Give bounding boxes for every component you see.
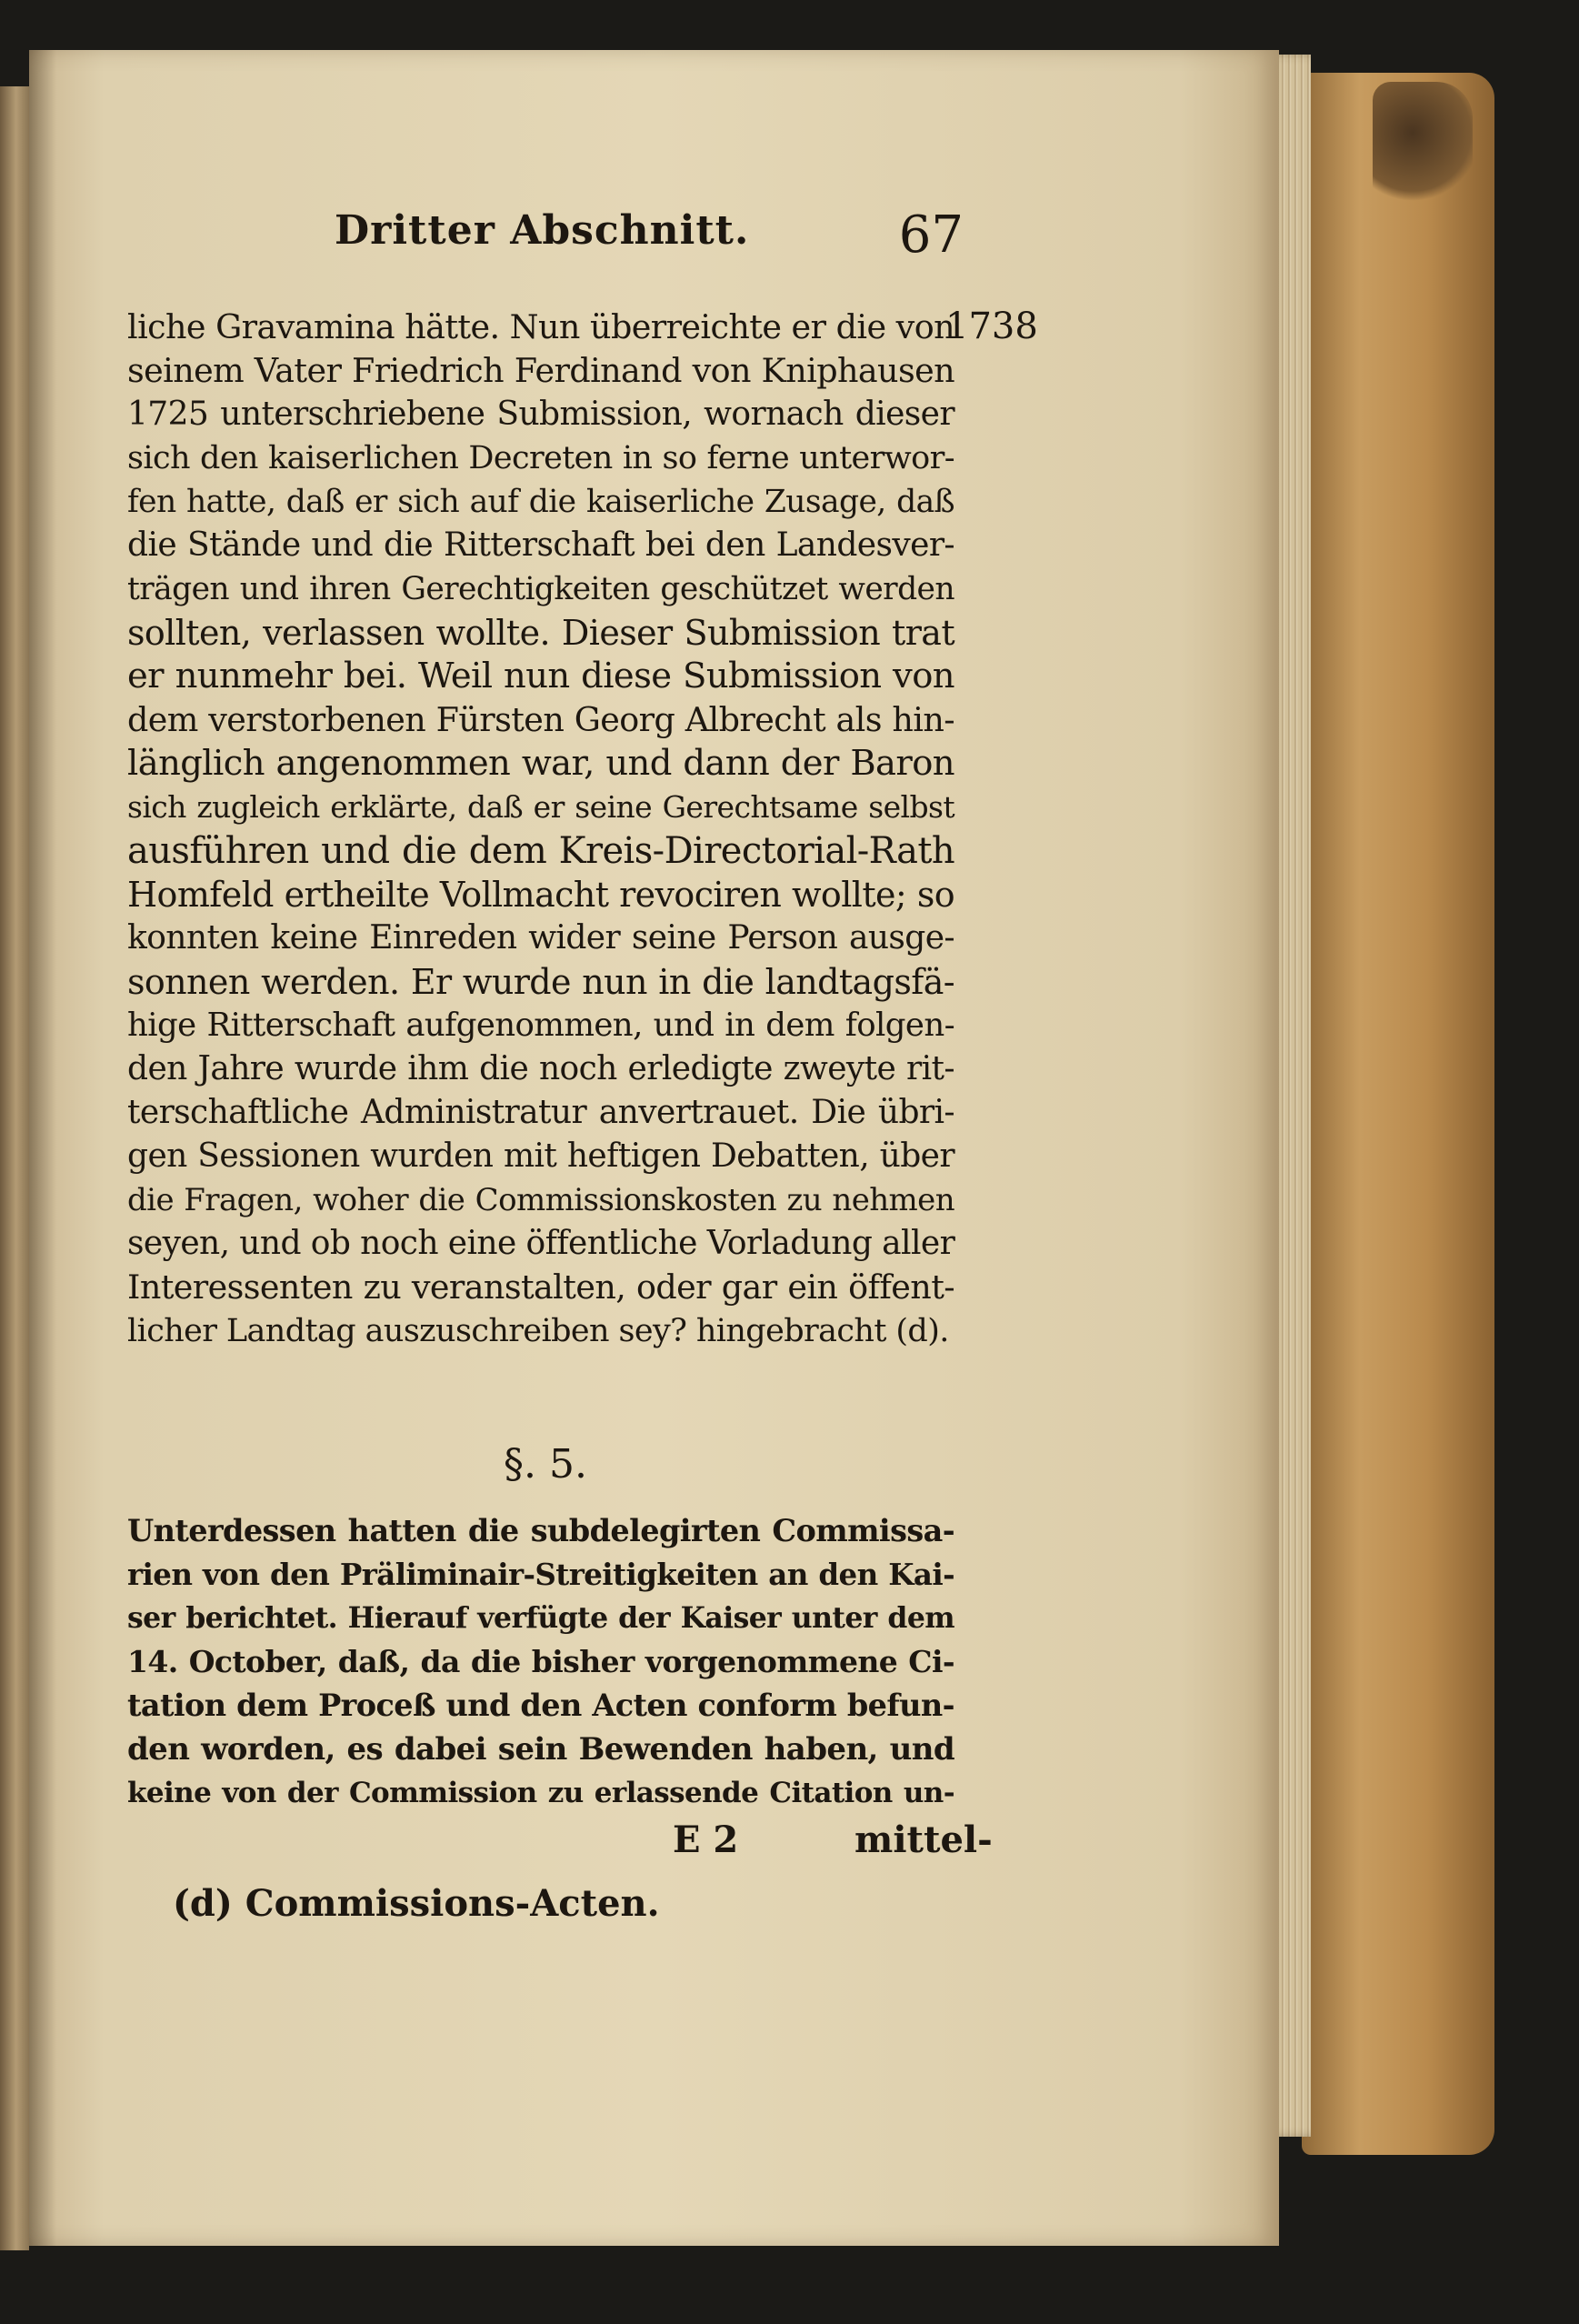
text-line: terschaftliche Administratur anvertrauet. Die übri- xyxy=(127,1094,954,1131)
signature-mark: E 2 xyxy=(673,1818,739,1861)
section-text-line: tation dem Proceß und den Acten conform befun- xyxy=(127,1688,954,1723)
text-line: liche Gravamina hätte. Nun überreichte er die von xyxy=(127,307,954,346)
text-line: sich zugleich erklärte, daß er seine Gerechtsame selbst xyxy=(127,789,954,825)
text-line: 1725 unterschriebene Submission, wornach dieser xyxy=(127,396,954,433)
text-line: seyen, und ob noch eine öffentliche Vorladung aller xyxy=(127,1225,955,1262)
text-line: hige Ritterschaft aufgenommen, und in dem folgen- xyxy=(127,1007,954,1044)
text-line: seinem Vater Friedrich Ferdinand von Kniphausen xyxy=(127,351,954,390)
text-line: dem verstorbenen Fürsten Georg Albrecht als hin- xyxy=(127,700,954,739)
text-line: Homfeld ertheilte Vollmacht revociren wollte; so xyxy=(127,875,954,915)
text-line: fen hatte, daß er sich auf die kaiserliche Zusage, daß xyxy=(127,484,954,520)
section-text-line: rien von den Präliminair-Streitigkeiten an den Kai- xyxy=(127,1557,954,1592)
text-line: ausführen und die dem Kreis-Directorial-Rath xyxy=(127,830,954,872)
text-line: er nunmehr bei. Weil nun diese Submission von xyxy=(127,656,954,696)
section-text-line: ser berichtet. Hierauf verfügte der Kaiser unter dem xyxy=(127,1601,954,1635)
facing-page-edge xyxy=(0,86,29,2250)
margin-year: 1738 xyxy=(945,306,1038,347)
text-line: sonnen werden. Er wurde nun in die landtagsfä- xyxy=(127,962,954,1002)
section-heading: §. 5. xyxy=(504,1441,587,1488)
text-line: die Fragen, woher die Commissionskosten zu nehmen xyxy=(127,1182,954,1218)
text-line: die Stände und die Ritterschaft bei den Landesver- xyxy=(127,526,954,564)
text-line: Interessenten zu veranstalten, oder gar ein öffent- xyxy=(127,1267,954,1307)
running-head: Dritter Abschnitt. xyxy=(335,207,750,254)
catchword: mittel- xyxy=(854,1818,993,1861)
text-line: sollten, verlassen wollte. Dieser Submission trat xyxy=(127,613,954,653)
text-line: licher Landtag auszuschreiben sey? hingebracht (d). xyxy=(127,1313,949,1349)
text-line: sich den kaiserlichen Decreten in so ferne unterwor- xyxy=(127,440,954,476)
book-cover-edge xyxy=(1302,73,1494,2155)
page-number: 67 xyxy=(898,205,964,265)
text-line: trägen und ihren Gerechtigkeiten geschützet werden xyxy=(127,571,954,607)
footnote: (d) Commissions-Acten. xyxy=(173,1882,660,1925)
section-text-line: den worden, es dabei sein Bewenden haben, und xyxy=(127,1731,954,1768)
section-text-line: 14. October, daß, da die bisher vorgenommene Ci- xyxy=(127,1644,954,1679)
text-line: länglich angenommen war, und dann der Baron xyxy=(127,743,954,784)
worn-cover-corner xyxy=(1373,82,1473,209)
section-text-line: Unterdessen hatten die subdelegirten Commissa- xyxy=(127,1513,954,1548)
text-line: konnten keine Einreden wider seine Person ausge- xyxy=(127,919,954,957)
text-line: gen Sessionen wurden mit heftigen Debatten, über xyxy=(127,1137,954,1175)
page-gutter-shadow xyxy=(29,50,56,2246)
section-text-line: keine von der Commission zu erlassende Citation un- xyxy=(127,1777,954,1809)
text-line: den Jahre wurde ihm die noch erledigte zweyte rit- xyxy=(127,1050,954,1087)
